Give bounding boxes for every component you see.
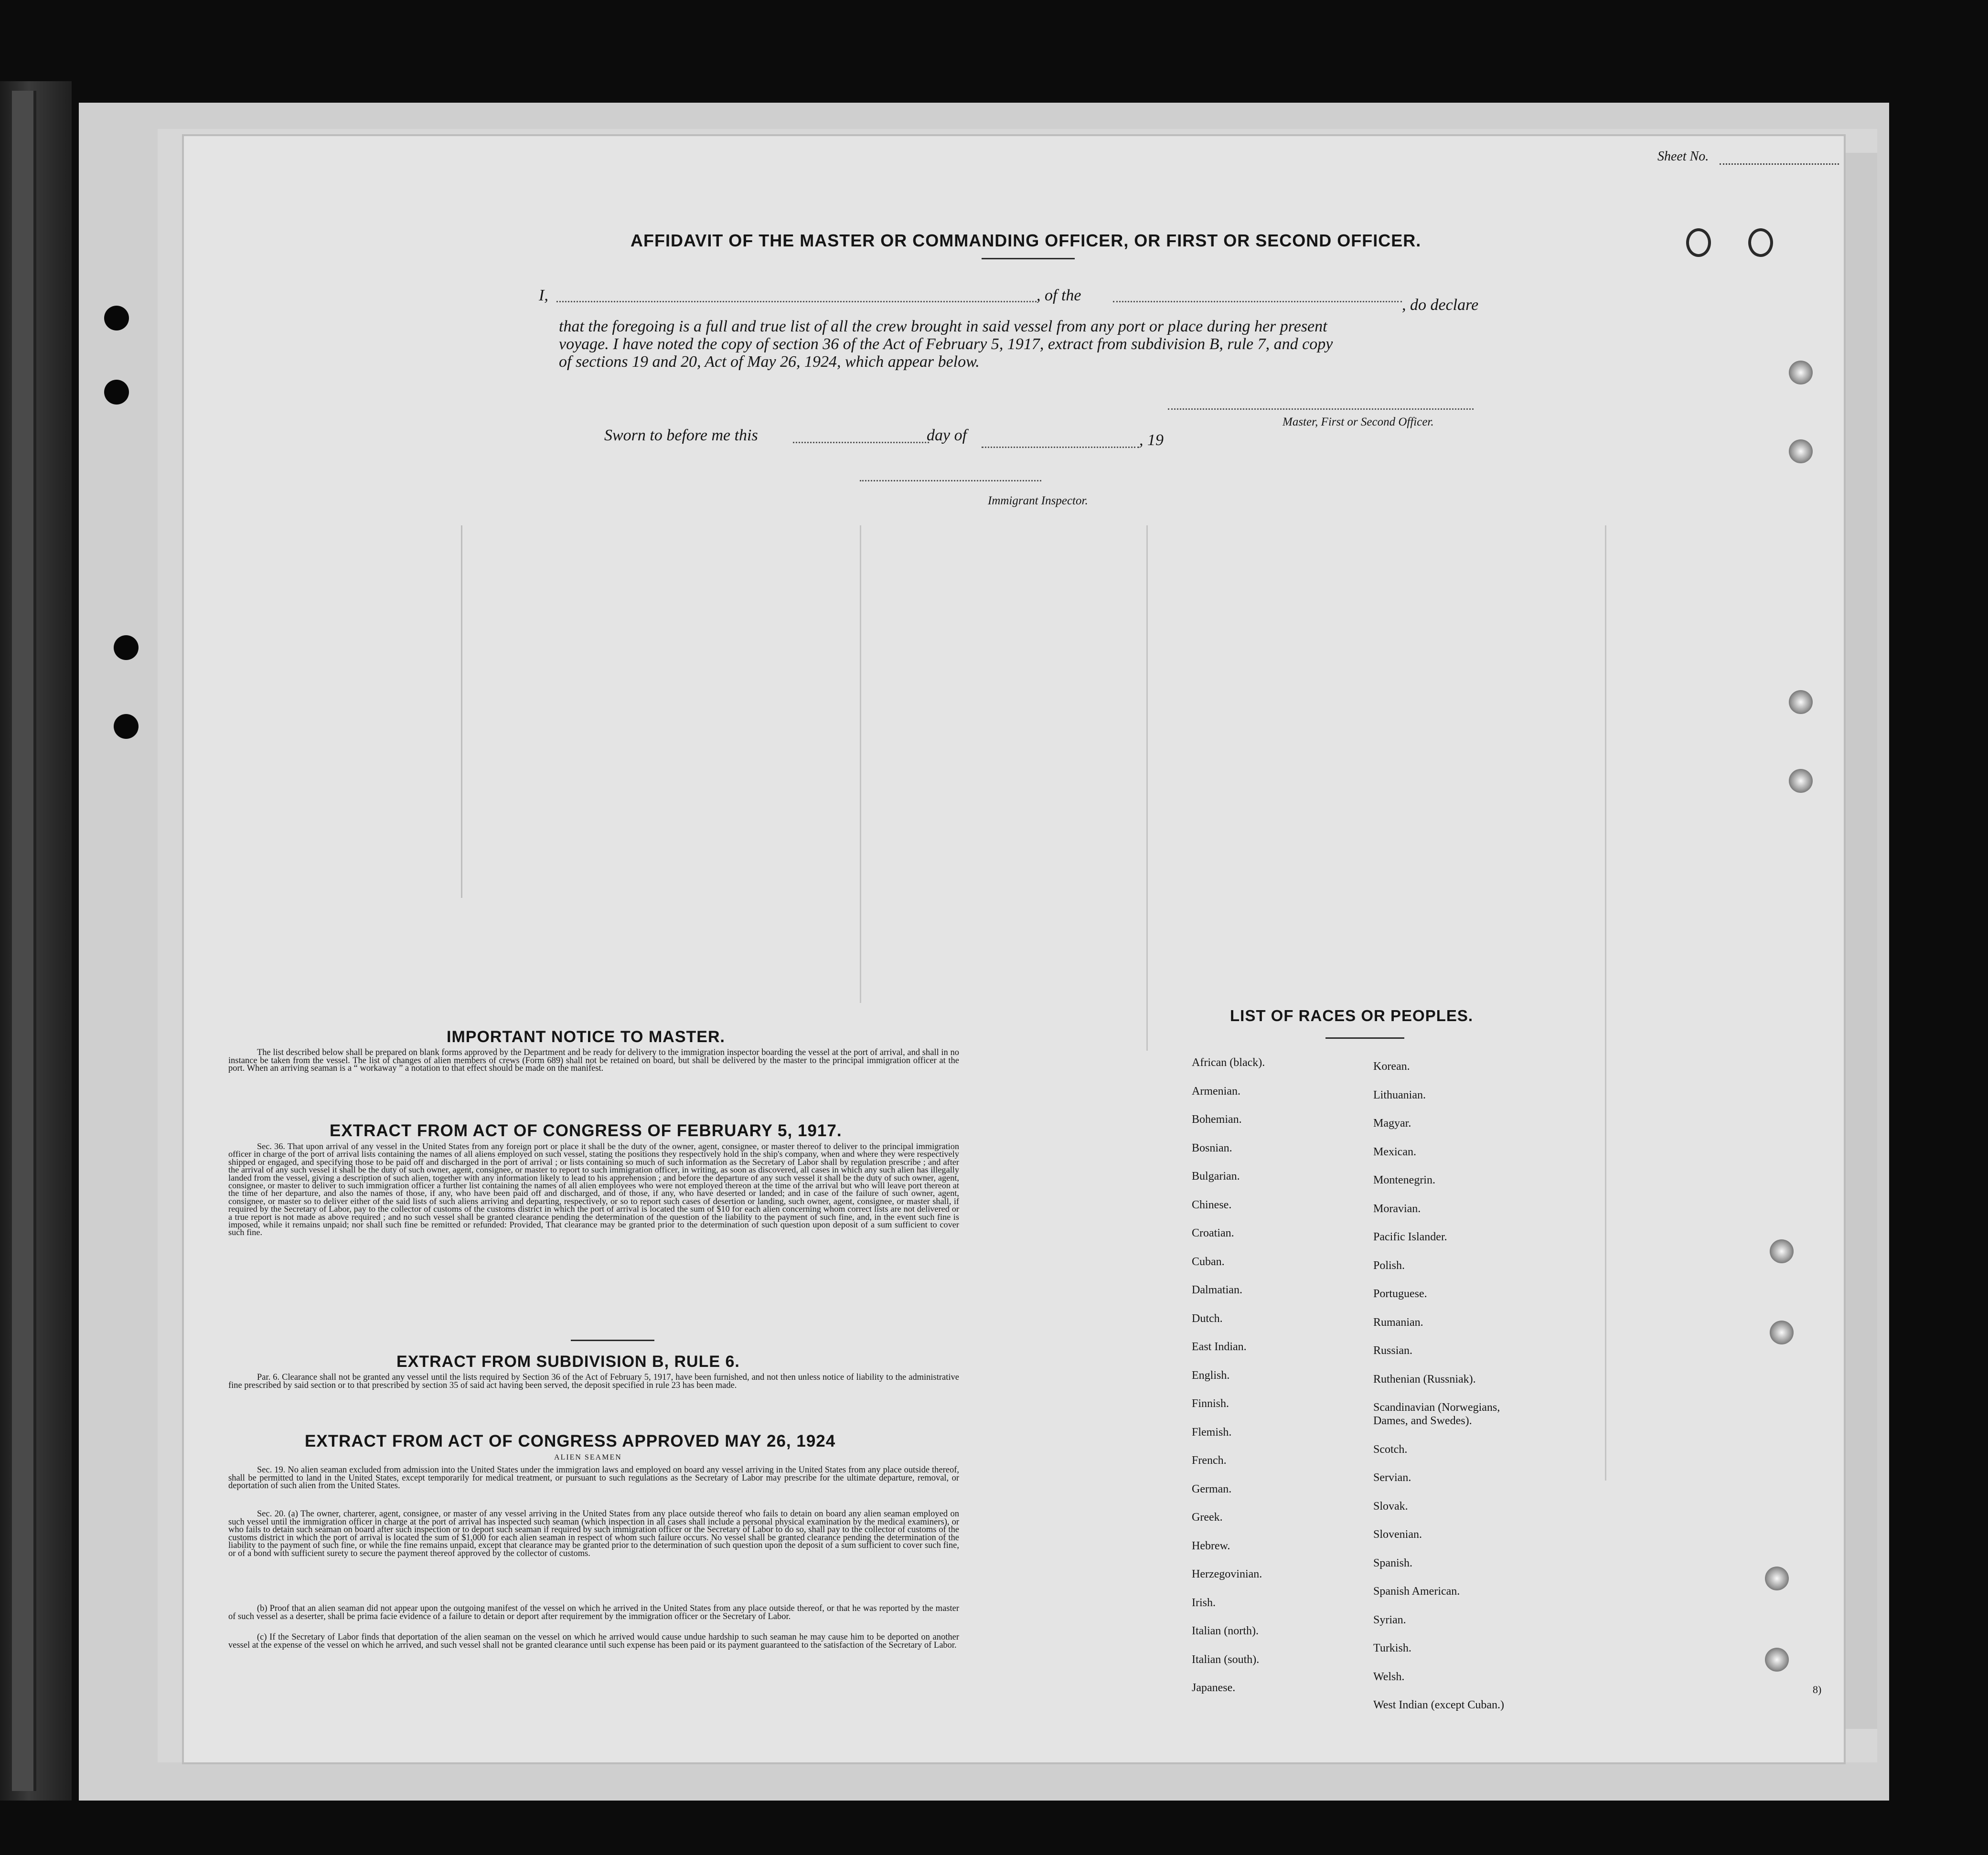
name-field[interactable] xyxy=(556,301,1037,302)
affidavit-title: AFFIDAVIT OF THE MASTER OR COMMANDING OFFICER, OR FIRST OR SECOND OFFICER. xyxy=(631,231,1422,250)
inspector-signature-label: Immigrant Inspector. xyxy=(988,494,1088,507)
subdivision-title: EXTRACT FROM SUBDIVISION B, RULE 6. xyxy=(396,1353,740,1371)
show-through-line xyxy=(461,525,462,898)
year-label: , 19 xyxy=(1139,431,1164,449)
punch-hole xyxy=(114,714,139,739)
grommet-icon xyxy=(1789,361,1813,384)
affidavit-line-4: of sections 19 and 20, Act of May 26, 1924, which appear below. xyxy=(559,353,980,371)
punch-hole xyxy=(104,380,129,405)
grommet-icon xyxy=(1770,1321,1794,1344)
race-item: Servian. xyxy=(1373,1471,1411,1484)
race-item: Finnish. xyxy=(1192,1397,1229,1410)
affidavit-declare: , do declare xyxy=(1402,296,1479,314)
subdivision-text: Par. 6. Clearance shall not be granted any vessel until the lists required by Section 36 of the Act of February 5, 1917, have been furnished, and not then unless notice of liability to the administrative fine prescribed by said section or to that prescribed by section 35 of said act having been served, the deposit specified in rule 23 has been made. xyxy=(228,1373,959,1390)
master-signature-label: Master, First or Second Officer. xyxy=(1283,416,1434,428)
race-item: German. xyxy=(1192,1482,1232,1495)
race-item: Ruthenian (Russniak). xyxy=(1373,1373,1476,1386)
race-item: Montenegrin. xyxy=(1373,1174,1435,1186)
race-item: Dames, and Swedes). xyxy=(1373,1415,1472,1427)
race-item: Mexican. xyxy=(1373,1145,1416,1158)
race-item: Greek. xyxy=(1192,1511,1223,1524)
race-item: Dutch. xyxy=(1192,1312,1223,1325)
race-item: French. xyxy=(1192,1454,1227,1467)
race-item: Italian (north). xyxy=(1192,1625,1259,1637)
alien-seamen-subtitle: ALIEN SEAMEN xyxy=(554,1453,622,1461)
race-item: Flemish. xyxy=(1192,1426,1232,1439)
affidavit-i: I, xyxy=(539,287,548,304)
race-item: Hebrew. xyxy=(1192,1539,1230,1552)
race-item: African (black). xyxy=(1192,1056,1265,1069)
section-divider xyxy=(571,1340,654,1341)
master-signature-field[interactable] xyxy=(1168,408,1474,410)
affidavit-of-the: , of the xyxy=(1037,287,1081,304)
race-item: Armenian. xyxy=(1192,1085,1240,1098)
punch-hole xyxy=(104,306,129,330)
sheet-number-field[interactable] xyxy=(1720,163,1839,165)
sec-20a-text: Sec. 20. (a) The owner, charterer, agent, consignee, or master of any vessel arriving in the United States from any place outside thereof who fails to detain on board any alien seaman employed on such vessel until the immigration officer in charge at the port of arrival has inspected such seaman (which inspection in all cases shall include a personal physical examination by the medical examiners), or who fails to detain such seaman on board after such inspection or to deport such seaman if required by such immigration officer or the Secretary of Labor to do so, shall pay to the collector of customs of the customs district in which the port of arrival is located the sum of $1,000 for each alien seaman in respect of whom such failure occurs. No vessel shall be granted clearance pending the determination of the liability to the payment of such fine, or while the fine remains unpaid, except that clearance may be granted prior to the determination of such question upon the deposit of a sum sufficient to cover such fine, or of a bond with sufficient surety to secure the payment thereof approved by the collector of customs. xyxy=(228,1509,959,1558)
margin-fragment: 8) xyxy=(1813,1684,1822,1695)
inspector-signature-field[interactable] xyxy=(860,480,1041,481)
affidavit-line-3: voyage. I have noted the copy of section 36 of the Act of February 5, 1917, extract from subdivision B, rule 7, and copy xyxy=(559,335,1333,353)
title-divider xyxy=(982,258,1075,259)
race-item: Herzegovinian. xyxy=(1192,1568,1262,1580)
race-item: Chinese. xyxy=(1192,1198,1232,1211)
sworn-day-field[interactable] xyxy=(793,442,929,443)
sworn-month-field[interactable] xyxy=(982,447,1139,448)
sworn-label: Sworn to before me this xyxy=(604,426,758,444)
race-item: Polish. xyxy=(1373,1259,1405,1272)
race-item: Pacific Islander. xyxy=(1373,1231,1447,1243)
race-item: Scandinavian (Norwegians, xyxy=(1373,1401,1500,1414)
grommet-icon xyxy=(1789,439,1813,463)
extract-1917-title: EXTRACT FROM ACT OF CONGRESS OF FEBRUARY 5, 1917. xyxy=(330,1121,842,1140)
race-item: Magyar. xyxy=(1373,1117,1411,1130)
race-item: Russian. xyxy=(1373,1344,1413,1357)
race-item: West Indian (except Cuban.) xyxy=(1373,1699,1504,1711)
race-item: Scotch. xyxy=(1373,1443,1408,1456)
race-item: East Indian. xyxy=(1192,1341,1247,1353)
race-item: Italian (south). xyxy=(1192,1653,1260,1666)
show-through-line xyxy=(1146,525,1148,1051)
race-item: Syrian. xyxy=(1373,1613,1406,1626)
race-item: Slovak. xyxy=(1373,1500,1408,1513)
punch-hole xyxy=(114,635,139,660)
race-item: Bulgarian. xyxy=(1192,1170,1240,1183)
grommet-icon xyxy=(1770,1239,1794,1263)
sec-20c-text: (c) If the Secretary of Labor finds that deportation of the alien seaman on the vessel on which he arrived would cause undue hardship to such seaman he may cause him to be deported on another vessel at the expense of the vessel on which he arrived, and such vessel shall not be granted clearance until such expense has been paid or its payment guaranteed to the satisfaction of the Secretary of Labor. xyxy=(228,1632,959,1650)
race-item: Slovenian. xyxy=(1373,1528,1422,1541)
race-item: Bosnian. xyxy=(1192,1141,1232,1154)
race-item: Korean. xyxy=(1373,1060,1410,1073)
race-item: Turkish. xyxy=(1373,1642,1411,1654)
races-title: LIST OF RACES OR PEOPLES. xyxy=(1230,1007,1474,1024)
notice-text: The list described below shall be prepared on blank forms approved by the Department and be ready for delivery to the immigration inspector boarding the vessel at the port of arrival, and shall in no instance be taken from the vessel. The list of changes of alien members of crews (Form 689) shall not be retained on board, but shall be delivered by the master to the principal immigration officer at the port. When an arriving seaman is a “ workaway ” a notation to that effect should be made on the manifest. xyxy=(228,1048,959,1074)
race-item: Moravian. xyxy=(1373,1202,1421,1215)
race-item: Spanish American. xyxy=(1373,1585,1460,1598)
page-edge-right xyxy=(1844,153,1877,1729)
race-item: Bohemian. xyxy=(1192,1113,1242,1126)
extract-1917-text: Sec. 36. That upon arrival of any vessel in the United States from any foreign port or place it shall be the duty of the owner, agent, consignee, or master thereof to deliver to the principal immigration officer in charge of the port of arrival lists containing the names of all aliens employed on such vessel, stating the positions they respectively hold in the ship's company, when and where they were respectively shipped or engaged, and specifying those to be paid off and discharged in the port of arrival ; or lists containing so much of such information as the Secretary of Labor shall by regulation prescribe ; and after the arrival of any such vessel it shall be the duty of such owner, agent, consignee, or master to report to such immigration officer, in writing, as soon as discovered, all cases in which any such alien has illegally landed from the vessel, giving a description of such alien, together with any information likely to lead to his apprehension ; and before the departure of any such vessel it shall be the duty of such owner, agent, consignee, or master to deliver to such immigration officer a further list containing the names of all alien employees who were not employed thereon at the time of the arrival but who will leave port thereon at the time of her departure, and also the names of those, if any, who have been paid off and discharged, and of those, if any, who have deserted or landed; and in case of the failure of such owner, agent, consignee, or master so to deliver either of the said lists of such aliens arriving and departing, respectively, or so to report such cases of desertion or landing, such owner, agent, consignee, or master shall, if required by the Secretary of Labor, pay to the collector of customs of the customs district in which the port of arrival is located the sum of $10 for each alien concerning whom correct lists are not delivered or a true report is not made as above required ; and no such vessel shall be granted clearance pending the determination of the question of the liability to the payment of such fine, and, in the event such fine is imposed, while it remains unpaid; nor shall such fine be remitted or refunded: Provided, That clearance may be granted prior to the determination of such question upon deposit of a sum sufficient to cover such fine. xyxy=(228,1141,959,1237)
race-item: Irish. xyxy=(1192,1596,1216,1609)
sec-20b-text: (b) Proof that an alien seaman did not appear upon the outgoing manifest of the vessel on which he arrived in the United States from any place outside thereof, or that he was reported by the master of such vessel as a deserter, shall be prima facie evidence of a failure to detain or deport after requirement by the immigration officer or the Secretary of Labor. xyxy=(228,1604,959,1621)
day-of-label: day of xyxy=(927,426,967,444)
race-item: English. xyxy=(1192,1369,1230,1382)
race-item: Portuguese. xyxy=(1373,1288,1427,1300)
races-divider xyxy=(1325,1037,1404,1039)
show-through-line xyxy=(1605,525,1606,1481)
race-item: Lithuanian. xyxy=(1373,1088,1426,1101)
vessel-field[interactable] xyxy=(1113,301,1402,302)
race-item: Dalmatian. xyxy=(1192,1284,1242,1296)
affidavit-line-2: that the foregoing is a full and true list of all the crew brought in said vessel from any port or place during her present xyxy=(559,318,1327,335)
race-item: Welsh. xyxy=(1373,1670,1405,1683)
race-item: Croatian. xyxy=(1192,1227,1234,1239)
notice-title: IMPORTANT NOTICE TO MASTER. xyxy=(447,1028,725,1046)
race-item: Japanese. xyxy=(1192,1682,1236,1694)
sec-19-text: Sec. 19. No alien seaman excluded from admission into the United States under the immigration laws and employed on board any vessel arriving in the United States from any place outside thereof, shall be permitted to land in the United States, except temporarily for medical treatment, or pursuant to such regulations as the Secretary of Labor may prescribe for the ultimate departure, removal, or deportation of such alien from the United States. xyxy=(228,1465,959,1491)
binder-strip xyxy=(12,91,36,1791)
show-through-line xyxy=(860,525,861,1003)
race-item: Spanish. xyxy=(1373,1556,1413,1569)
binder-ring-icon xyxy=(1748,228,1773,257)
sheet-number-label: Sheet No. xyxy=(1657,149,1709,164)
extract-1924-title: EXTRACT FROM ACT OF CONGRESS APPROVED MAY 26, 1924 xyxy=(305,1432,836,1450)
grommet-icon xyxy=(1765,1567,1789,1590)
binder-ring-icon xyxy=(1686,228,1711,257)
grommet-icon xyxy=(1789,690,1813,714)
grommet-icon xyxy=(1765,1648,1789,1672)
race-item: Cuban. xyxy=(1192,1255,1225,1268)
race-item: Rumanian. xyxy=(1373,1316,1423,1329)
grommet-icon xyxy=(1789,769,1813,793)
